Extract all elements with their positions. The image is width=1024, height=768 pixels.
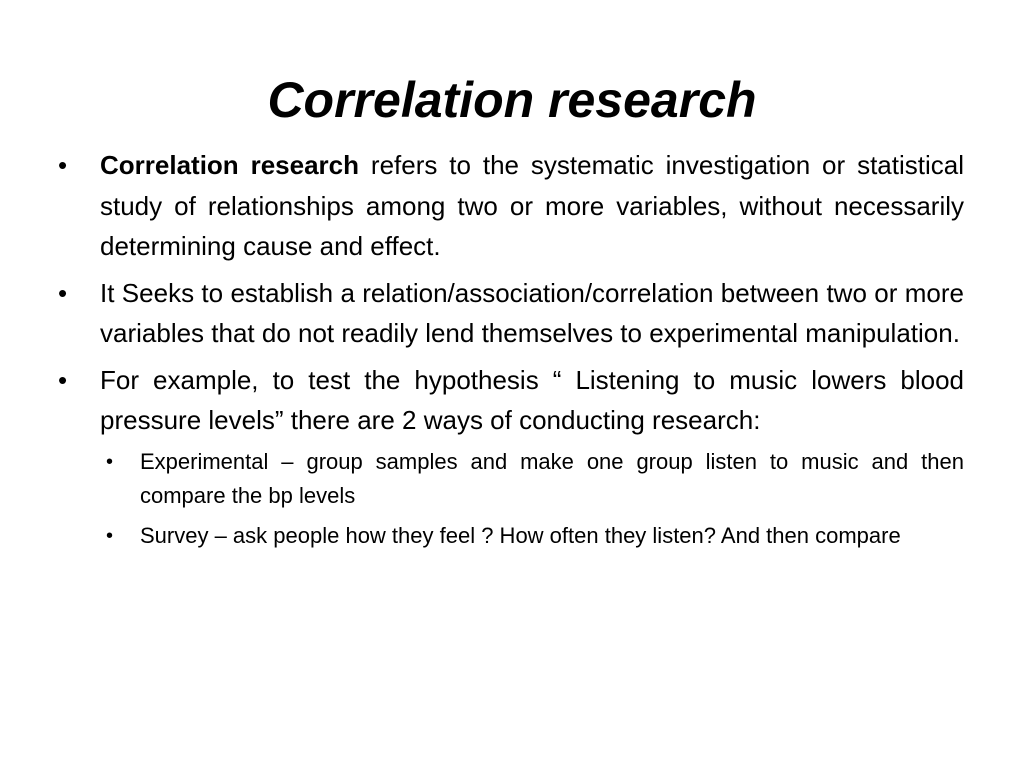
sub-bullet-list bbox=[58, 445, 964, 553]
sub-bullet-dot: • bbox=[106, 524, 114, 547]
bullet-item-2 bbox=[58, 273, 964, 354]
slide-title: Correlation research bbox=[267, 72, 757, 128]
bullet-dot: • bbox=[58, 364, 68, 395]
bullet-dot: • bbox=[58, 277, 68, 308]
bullet-text: It Seeks to establish a relation/association/correlation between two or more variables that do not readily lend themselves to experimental manipulation. bbox=[100, 277, 964, 348]
bullet-bold-lead: Correlation research bbox=[100, 150, 360, 180]
bullet-dot: • bbox=[58, 150, 68, 180]
bullet-item-3 bbox=[58, 360, 964, 441]
bullet-text: For example, to test the hypothesis “ Listening to music lowers blood pressure levels” there are 2 ways of conducting research: bbox=[100, 364, 964, 435]
sub-bullet-item-1 bbox=[58, 445, 964, 513]
bullet-item-1 bbox=[58, 145, 964, 267]
sub-bullet-item-2 bbox=[58, 519, 964, 553]
sub-bullet-text: Experimental – group samples and make one group listen to music and then compare the bp levels bbox=[140, 448, 964, 508]
sub-bullet-text: Survey – ask people how they feel ? How often they listen? And then compare bbox=[140, 522, 901, 548]
bullet-text: refers to the systematic investigation or statistical study of relationships among two or more variables, without necessarily determining cause and effect. bbox=[100, 150, 965, 261]
slide-content bbox=[58, 145, 964, 559]
sub-bullet-dot: • bbox=[106, 450, 114, 473]
